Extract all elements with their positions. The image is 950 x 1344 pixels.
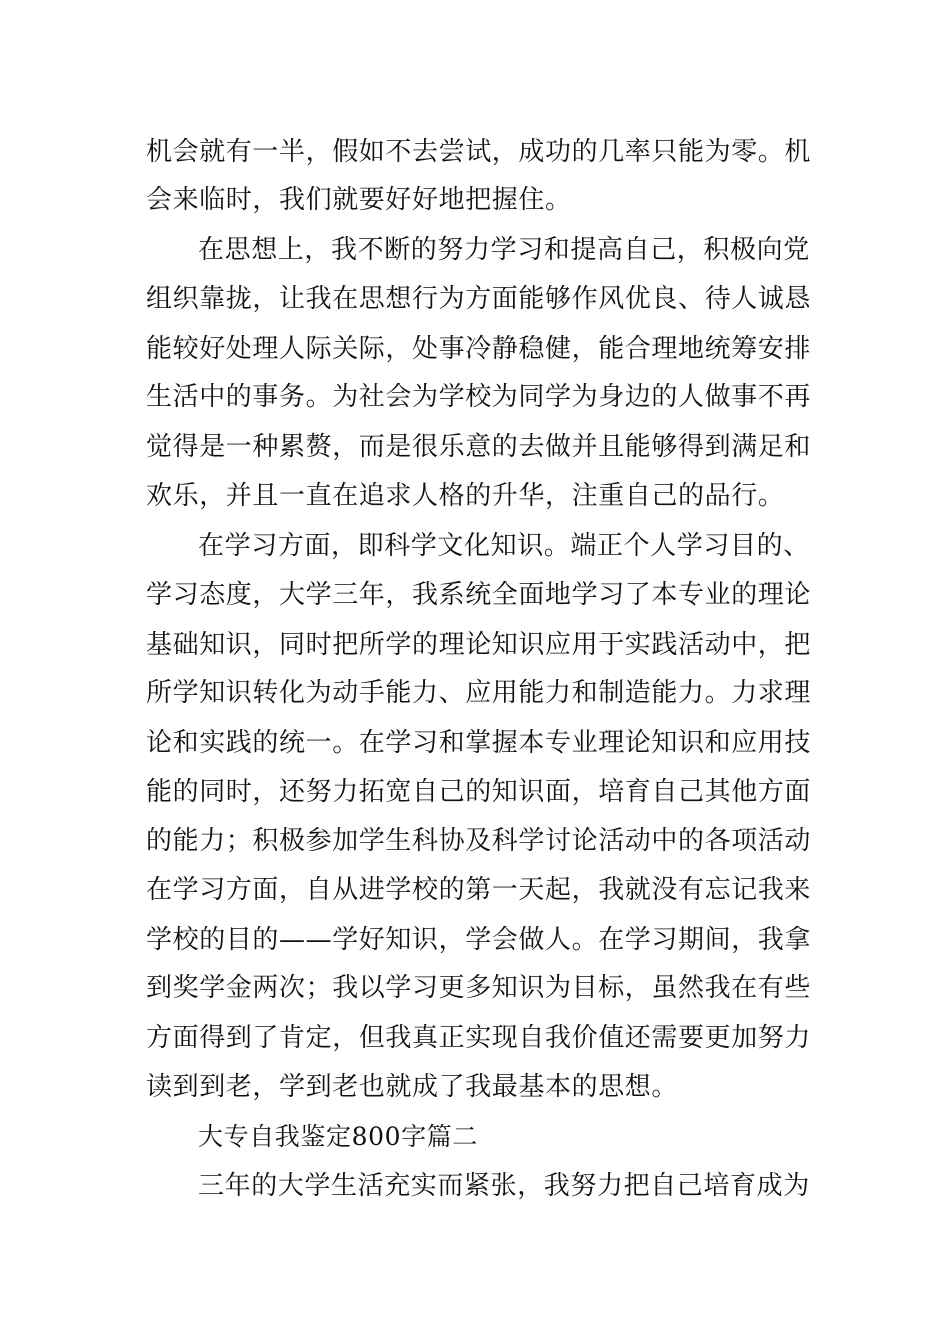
- text-line: 基础知识，同时把所学的理论知识应用于实践活动中，把: [146, 630, 812, 660]
- text-line: 能较好处理人际关际，处事冷静稳健，能合理地统筹安排: [146, 334, 812, 364]
- text-line: 方面得到了肯定，但我真正实现自我价值还需要更加努力: [146, 1023, 812, 1053]
- text-line: 学校的目的——学好知识，学会做人。在学习期间，我拿: [146, 925, 812, 955]
- paragraph-start: 在思想上，我不断的努力学习和提高自己，积极向党: [198, 235, 810, 265]
- text-line: 生活中的事务。为社会为学校为同学为身边的人做事不再: [146, 382, 812, 412]
- text-line: 学习态度，大学三年，我系统全面地学习了本专业的理论: [146, 580, 812, 610]
- text-line: 觉得是一种累赘，而是很乐意的去做并且能够得到满足和: [146, 432, 812, 462]
- paragraph-start: 三年的大学生活充实而紧张，我努力把自己培育成为: [198, 1171, 810, 1201]
- text-line: 的能力；积极参加学生科协及科学讨论活动中的各项活动: [146, 826, 812, 856]
- section-heading: 大专自我鉴定800字篇二: [198, 1122, 478, 1151]
- text-line: 论和实践的统一。在学习和掌握本专业理论知识和应用技: [146, 728, 812, 758]
- text-line: 在学习方面，自从进学校的第一天起，我就没有忘记我来: [146, 875, 812, 905]
- text-line: 组织靠拢，让我在思想行为方面能够作风优良、待人诚恳: [146, 284, 812, 314]
- text-line: 会来临时，我们就要好好地把握住。: [146, 185, 572, 215]
- paragraph-start: 在学习方面，即科学文化知识。端正个人学习目的、: [198, 531, 810, 561]
- text-line: 所学知识转化为动手能力、应用能力和制造能力。力求理: [146, 678, 812, 708]
- text-line: 读到到老，学到老也就成了我最基本的思想。: [146, 1072, 679, 1102]
- text-line: 机会就有一半，假如不去尝试，成功的几率只能为零。机: [146, 137, 812, 167]
- text-line: 欢乐，并且一直在追求人格的升华，注重自己的品行。: [146, 481, 785, 511]
- text-line: 能的同时，还努力拓宽自己的知识面，培育自己其他方面: [146, 777, 812, 807]
- text-line: 到奖学金两次；我以学习更多知识为目标，虽然我在有些: [146, 973, 812, 1003]
